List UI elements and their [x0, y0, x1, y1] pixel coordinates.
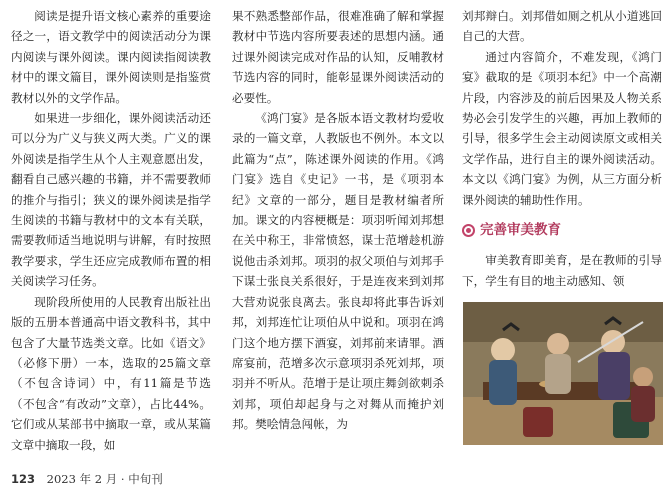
page-footer	[11, 471, 163, 487]
issue-info: 2023 年 2 月 · 中旬刊	[46, 472, 163, 486]
paragraph: 《鸿门宴》是各版本语文教材均爱收录的一篇文章，人教版也不例外。本文以此篇为“点”，陈述课外阅读的作用。《鸿门宴》选自《史记》一书，是《项羽本纪》文章的一部分，题目是教材编者所加。课文的内容梗概是：项羽听闻刘邦想在关中称王，非常愤怒，谋士范增趁机游说他击杀刘邦。项羽的叔父项伯与刘邦手下谋士张良关系很好，于是连夜来到刘邦大营劝说张良离去。张良却将此事告诉刘邦，刘邦连忙让项伯从中说和。项羽在鸿门这个地方摆下酒宴，刘邦前来请罪。酒席宴前，范增多次示意项羽杀死刘邦，项羽并不听从。范增于是让项庄舞剑欲刺杀刘邦，项伯却起身与之对舞从而掩护刘邦。樊哙情急闯帐，为	[232, 111, 444, 432]
column-3	[462, 6, 662, 291]
page-number: 123	[11, 472, 36, 486]
paragraph: 刘邦辩白。刘邦借如厕之机从小道逃回自己的大营。	[462, 9, 662, 44]
column-2	[232, 6, 444, 435]
paragraph: 现阶段所使用的人民教育出版社出版的五册本普通高中语文教科书，其中包含了大量节选类文章。比如《语文》（必修下册）一本，选取的25篇文章（不包含诗词）中，有11篇是节选（不包含“有改动”文章），占比44%。它们或从某部书中摘取一章，或从某篇文章中摘取一段，如	[11, 294, 211, 452]
bullet-circle-icon	[462, 224, 475, 237]
paragraph: 阅读是提升语文核心素养的重要途径之一，语文教学中的阅读活动分为课内阅读与课外阅读。课内阅读指阅读教材中的课文篇目，课外阅读则是指鉴赏教材以外的文学作品。	[11, 9, 211, 105]
section-heading	[462, 220, 662, 240]
paragraph: 如果进一步细化，课外阅读活动还可以分为广义与狭义两大类。广义的课外阅读是指学生从个人主观意愿出发，翻看自己感兴趣的书籍，并不需要教师的推介与指引；狭义的课外阅读是指学生阅读的书籍与教材中的文本有关联，需要教师适当地说明与讲解，有时按照教学要求，学生还应完成教师布置的相关阅读学习任务。	[11, 111, 211, 289]
banquet-scene-image	[463, 302, 663, 445]
paragraph: 审美教育即美育，是在教师的引导下，学生有目的地主动感知、领	[462, 253, 662, 288]
section-title: 完善审美教育	[480, 222, 561, 239]
column-1	[11, 6, 211, 455]
paragraph: 通过内容简介，不难发现，《鸿门宴》截取的是《项羽本纪》中一个高潮片段，内容涉及的前后因果及人物关系势必会引发学生的兴趣，再加上教师的引导，很多学生会主动阅读原文或相关文学作品，进行自主的课外阅读活动。本文以《鸿门宴》为例，从三方面分析课外阅读的辅助性作用。	[462, 49, 662, 207]
paragraph: 果不熟悉整部作品，很难准确了解和掌握教材中节选内容所要表述的思想内涵。通过课外阅读完成对作品的认知，反哺教材节选内容的同时，能彰显课外阅读活动的必要性。	[232, 9, 444, 105]
banquet-illustration	[463, 302, 663, 445]
